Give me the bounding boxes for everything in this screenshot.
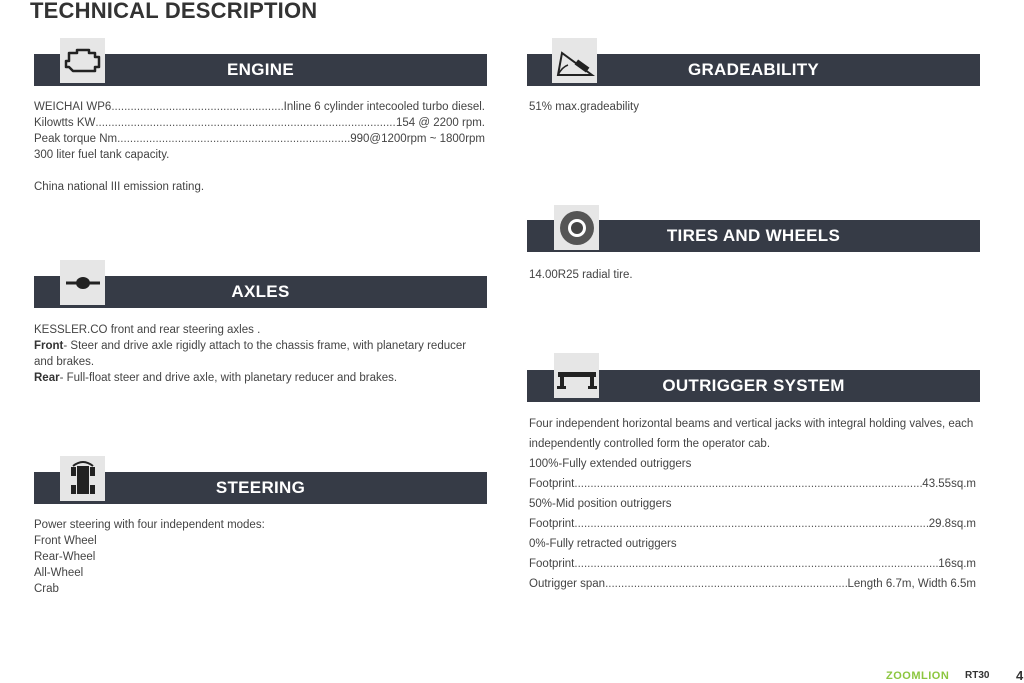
axle-icon bbox=[60, 260, 105, 305]
axles-title: AXLES bbox=[231, 282, 290, 301]
steering-mode-crab: Crab bbox=[34, 583, 59, 595]
steering-intro: Power steering with four independent modes: bbox=[34, 519, 265, 531]
gradeability-body bbox=[529, 99, 979, 115]
outrigger-icon bbox=[554, 353, 599, 398]
engine-body bbox=[34, 99, 485, 195]
page-number: 4 bbox=[1016, 668, 1024, 683]
tires-value: 14.00R25 radial tire. bbox=[529, 269, 633, 281]
brand-logo: ZOOMLION bbox=[886, 670, 950, 682]
engine-row-torque: Peak torque Nm ..... 990@1200rpm ~ 1800rpm bbox=[34, 131, 485, 147]
model-label: RT30 bbox=[965, 670, 990, 681]
outrigger-mode-heading: 0%-Fully retracted outriggers bbox=[529, 538, 677, 550]
outrigger-mode-heading: 50%-Mid position outriggers bbox=[529, 498, 672, 510]
tires-title: TIRES AND WHEELS bbox=[666, 226, 841, 245]
gradeability-icon bbox=[552, 38, 597, 83]
outrigger-footprint-row: Footprint ..... 43.55sq.m bbox=[529, 474, 976, 494]
engine-icon bbox=[60, 38, 105, 83]
steering-chassis-icon bbox=[60, 456, 105, 501]
outrigger-intro: Four independent horizontal beams and vertical jacks with integral holding valves, each independently controlled form the operator cab. bbox=[529, 418, 974, 450]
steering-body bbox=[34, 517, 474, 597]
steering-mode-rear: Rear-Wheel bbox=[34, 551, 96, 563]
outrigger-body bbox=[529, 414, 976, 594]
engine-emission: China national III emission rating. bbox=[34, 181, 205, 193]
axles-front: Front- Steer and drive axle rigidly attach to the chassis frame, with planetary reducer and brakes. bbox=[34, 340, 467, 368]
tires-body bbox=[529, 267, 979, 283]
page-title: TECHNICAL DESCRIPTION bbox=[30, 0, 318, 23]
engine-fuel-tank: 300 liter fuel tank capacity. bbox=[34, 149, 170, 161]
outrigger-footprint-row: Footprint ..... 29.8sq.m bbox=[529, 514, 976, 534]
gradeability-title: GRADEABILITY bbox=[687, 60, 820, 79]
engine-title: ENGINE bbox=[227, 60, 294, 79]
axles-intro: KESSLER.CO front and rear steering axles . bbox=[34, 324, 261, 336]
outrigger-mode-heading: 100%-Fully extended outriggers bbox=[529, 458, 692, 470]
axles-rear: Rear- Full-float steer and drive axle, with planetary reducer and brakes. bbox=[34, 372, 398, 384]
steering-mode-front: Front Wheel bbox=[34, 535, 97, 547]
engine-row-power: Kilowtts KW ..... 154 @ 2200 rpm. bbox=[34, 115, 485, 131]
outrigger-title: OUTRIGGER SYSTEM bbox=[662, 376, 845, 395]
outrigger-span-row: Outrigger span ..... Length 6.7m, Width 6.5m bbox=[529, 574, 976, 594]
steering-mode-all: All-Wheel bbox=[34, 567, 84, 579]
outrigger-footprint-row: Footprint ..... 16sq.m bbox=[529, 554, 976, 574]
tire-icon bbox=[554, 205, 599, 250]
steering-title: STEERING bbox=[215, 478, 306, 497]
gradeability-value: 51% max.gradeability bbox=[529, 101, 639, 113]
engine-row-model: WEICHAI WP6 ..... Inline 6 cylinder intecooled turbo diesel. bbox=[34, 99, 485, 115]
axles-body bbox=[34, 322, 474, 386]
